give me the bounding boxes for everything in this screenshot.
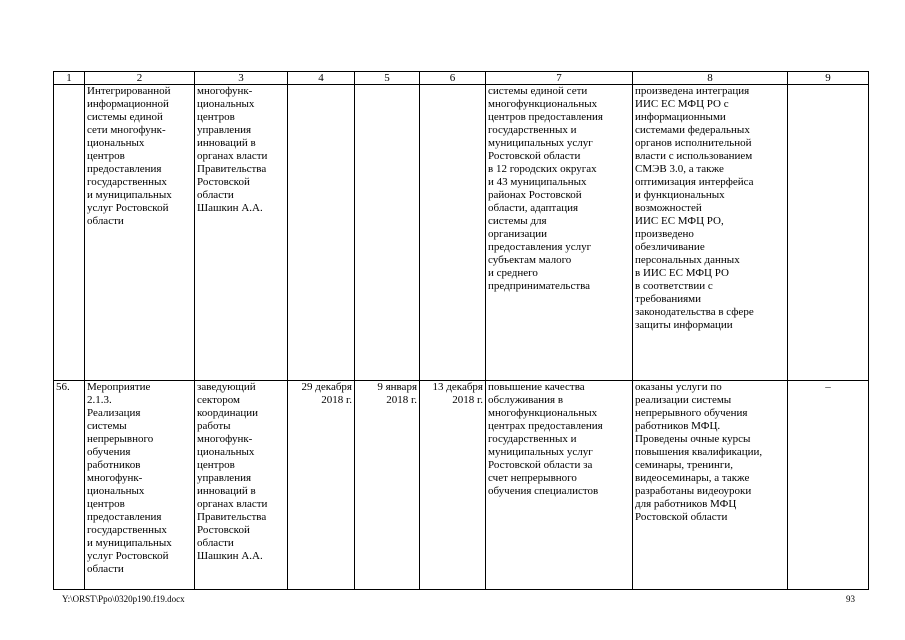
cell-line: управления xyxy=(197,472,252,484)
cell-line: Шашкин А.А. xyxy=(197,550,263,562)
cell-line: видеосеминары, а также xyxy=(635,472,750,484)
notes-cell xyxy=(788,381,869,590)
responsible-cell xyxy=(195,85,288,381)
page-number: 93 xyxy=(846,594,855,604)
cell-line: и функциональных xyxy=(635,189,725,201)
header-row xyxy=(54,72,869,85)
cell-line: системы единой xyxy=(87,111,163,123)
cell-line: СМЭВ 3.0, а также xyxy=(635,163,724,175)
cell-line: работников xyxy=(87,459,141,471)
cell-line: информационными xyxy=(635,111,726,123)
cell-line: циональных xyxy=(87,137,145,149)
cell-line: районах Ростовской xyxy=(488,189,582,201)
cell-line: органах власти xyxy=(197,150,268,162)
cell-line: предпринимательства xyxy=(488,280,591,292)
cell-line: 2018 г. xyxy=(452,394,483,406)
cell-line: и муниципальных xyxy=(87,189,172,201)
cell-line: непрерывного обучения xyxy=(635,407,748,419)
header-cell: 5 xyxy=(355,72,420,85)
cell-line: системы единой сети xyxy=(488,85,588,97)
cell-line: Проведены очные курсы xyxy=(635,433,751,445)
cell-line: 2018 г. xyxy=(321,394,352,406)
actual-start-cell xyxy=(355,381,420,590)
measure-name-cell xyxy=(85,381,195,590)
header-cell: 3 xyxy=(195,72,288,85)
cell-line: Интегрированной xyxy=(87,85,171,97)
header-cell: 4 xyxy=(288,72,355,85)
cell-line: 2018 г. xyxy=(386,394,417,406)
cell-line: государственных xyxy=(87,176,167,188)
cell-line: непрерывного xyxy=(87,433,154,445)
main-table xyxy=(53,71,869,590)
cell-line: обезличивание xyxy=(635,241,705,253)
planned-date-cell xyxy=(288,85,355,381)
row-number-cell xyxy=(54,85,85,381)
cell-line: возможностей xyxy=(635,202,702,214)
actual-end-cell xyxy=(420,85,486,381)
cell-line: координации xyxy=(197,407,259,419)
planned-result-cell xyxy=(486,85,633,381)
cell-line: 56. xyxy=(56,381,70,393)
cell-line: многофунк- xyxy=(87,472,143,484)
cell-line: и 43 муниципальных xyxy=(488,176,587,188)
cell-line: предоставления xyxy=(87,511,162,523)
cell-line: области xyxy=(87,215,124,227)
actual-result-cell xyxy=(633,381,788,590)
planned-result-cell xyxy=(486,381,633,590)
cell-line: услуг Ростовской xyxy=(87,550,169,562)
cell-line: организации xyxy=(488,228,548,240)
cell-line: семинары, тренинги, xyxy=(635,459,734,471)
cell-line: произведено xyxy=(635,228,694,240)
cell-line: многофунк- xyxy=(197,85,253,97)
cell-line: Ростовской xyxy=(197,524,250,536)
cell-line: циональных xyxy=(197,98,255,110)
cell-line: Реализация xyxy=(87,407,141,419)
header-cell: 7 xyxy=(486,72,633,85)
cell-line: ИИС ЕС МФЦ РО с xyxy=(635,98,729,110)
cell-line: Ростовской области xyxy=(635,511,728,523)
cell-line: Правительства xyxy=(197,511,267,523)
cell-line: услуг Ростовской xyxy=(87,202,169,214)
cell-line: многофункциональных xyxy=(488,407,598,419)
cell-line: циональных xyxy=(87,485,145,497)
cell-line: инноваций в xyxy=(197,137,256,149)
actual-start-cell xyxy=(355,85,420,381)
cell-line: в 12 городских округах xyxy=(488,163,597,175)
cell-line: повышение качества xyxy=(488,381,585,393)
cell-line: заведующий xyxy=(197,381,256,393)
cell-line: государственных xyxy=(87,524,167,536)
cell-line: оптимизация интерфейса xyxy=(635,176,754,188)
cell-line: муниципальных услуг xyxy=(488,137,593,149)
cell-line: обучения специалистов xyxy=(488,485,599,497)
cell-line: муниципальных услуг xyxy=(488,446,593,458)
cell-line: 9 января xyxy=(377,381,417,393)
cell-line: органах власти xyxy=(197,498,268,510)
planned-date-cell xyxy=(288,381,355,590)
notes-cell xyxy=(788,85,869,381)
cell-line: циональных xyxy=(197,446,255,458)
header-cell: 9 xyxy=(788,72,869,85)
cell-line: и муниципальных xyxy=(87,537,172,549)
cell-line: в ИИС ЕС МФЦ РО xyxy=(635,267,729,279)
cell-line: законодательства в сфере xyxy=(635,306,754,318)
cell-line: центров xyxy=(87,150,125,162)
header-cell: 1 xyxy=(54,72,85,85)
cell-line: многофунк- xyxy=(197,433,253,445)
cell-line: органов исполнительной xyxy=(635,137,752,149)
cell-line: сектором xyxy=(197,394,241,406)
file-path: Y:\ORST\Ppo\0320p190.f19.docx xyxy=(62,594,185,604)
table-row xyxy=(54,381,869,590)
cell-line: счет непрерывного xyxy=(488,472,577,484)
cell-line: центров xyxy=(197,459,235,471)
cell-line: реализации системы xyxy=(635,394,732,406)
cell-line: системами федеральных xyxy=(635,124,750,136)
cell-line: управления xyxy=(197,124,252,136)
cell-line: области, адаптация xyxy=(488,202,579,214)
cell-line: центрах предоставления xyxy=(488,420,603,432)
cell-line: оказаны услуги по xyxy=(635,381,722,393)
cell-line: государственных и xyxy=(488,433,577,445)
cell-line: Правительства xyxy=(197,163,267,175)
cell-line: инноваций в xyxy=(197,485,256,497)
cell-line: 29 декабря xyxy=(301,381,352,393)
cell-line: сети многофунк- xyxy=(87,124,166,136)
cell-line: – xyxy=(825,381,831,393)
cell-line: работы xyxy=(197,420,231,432)
cell-line: произведена интеграция xyxy=(635,85,750,97)
cell-line: и среднего xyxy=(488,267,538,279)
cell-line: защиты информации xyxy=(635,319,733,331)
cell-line: требованиями xyxy=(635,293,702,305)
cell-line: в соответствии с xyxy=(635,280,713,292)
cell-line: предоставления услуг xyxy=(488,241,592,253)
cell-line: повышения квалификации, xyxy=(635,446,763,458)
header-cell: 2 xyxy=(85,72,195,85)
cell-line: системы для xyxy=(488,215,547,227)
cell-line: системы xyxy=(87,420,127,432)
cell-line: работников МФЦ. xyxy=(635,420,721,432)
cell-line: государственных и xyxy=(488,124,577,136)
table-row xyxy=(54,85,869,381)
cell-line: обучения xyxy=(87,446,131,458)
cell-line: центров xyxy=(197,111,235,123)
responsible-cell xyxy=(195,381,288,590)
cell-line: Шашкин А.А. xyxy=(197,202,263,214)
cell-line: Ростовской области xyxy=(488,150,581,162)
cell-line: для работников МФЦ xyxy=(635,498,737,510)
cell-line: многофункциональных xyxy=(488,98,598,110)
measure-name-cell xyxy=(85,85,195,381)
cell-line: Ростовской xyxy=(197,176,250,188)
cell-line: власти с использованием xyxy=(635,150,753,162)
header-cell: 6 xyxy=(420,72,486,85)
cell-line: центров xyxy=(87,498,125,510)
cell-line: ИИС ЕС МФЦ РО, xyxy=(635,215,724,227)
cell-line: области xyxy=(197,537,234,549)
actual-result-cell xyxy=(633,85,788,381)
cell-line: центров предоставления xyxy=(488,111,603,123)
cell-line: информационной xyxy=(87,98,169,110)
actual-end-cell xyxy=(420,381,486,590)
cell-line: субъектам малого xyxy=(488,254,572,266)
cell-line: области xyxy=(87,563,124,575)
cell-line: персональных данных xyxy=(635,254,740,266)
header-cell: 8 xyxy=(633,72,788,85)
cell-line: 2.1.3. xyxy=(87,394,112,406)
cell-line: разработаны видеоуроки xyxy=(635,485,752,497)
cell-line: области xyxy=(197,189,234,201)
row-number-cell xyxy=(54,381,85,590)
cell-line: Мероприятие xyxy=(87,381,151,393)
cell-line: обслуживания в xyxy=(488,394,564,406)
cell-line: 13 декабря xyxy=(432,381,483,393)
cell-line: Ростовской области за xyxy=(488,459,593,471)
cell-line: предоставления xyxy=(87,163,162,175)
